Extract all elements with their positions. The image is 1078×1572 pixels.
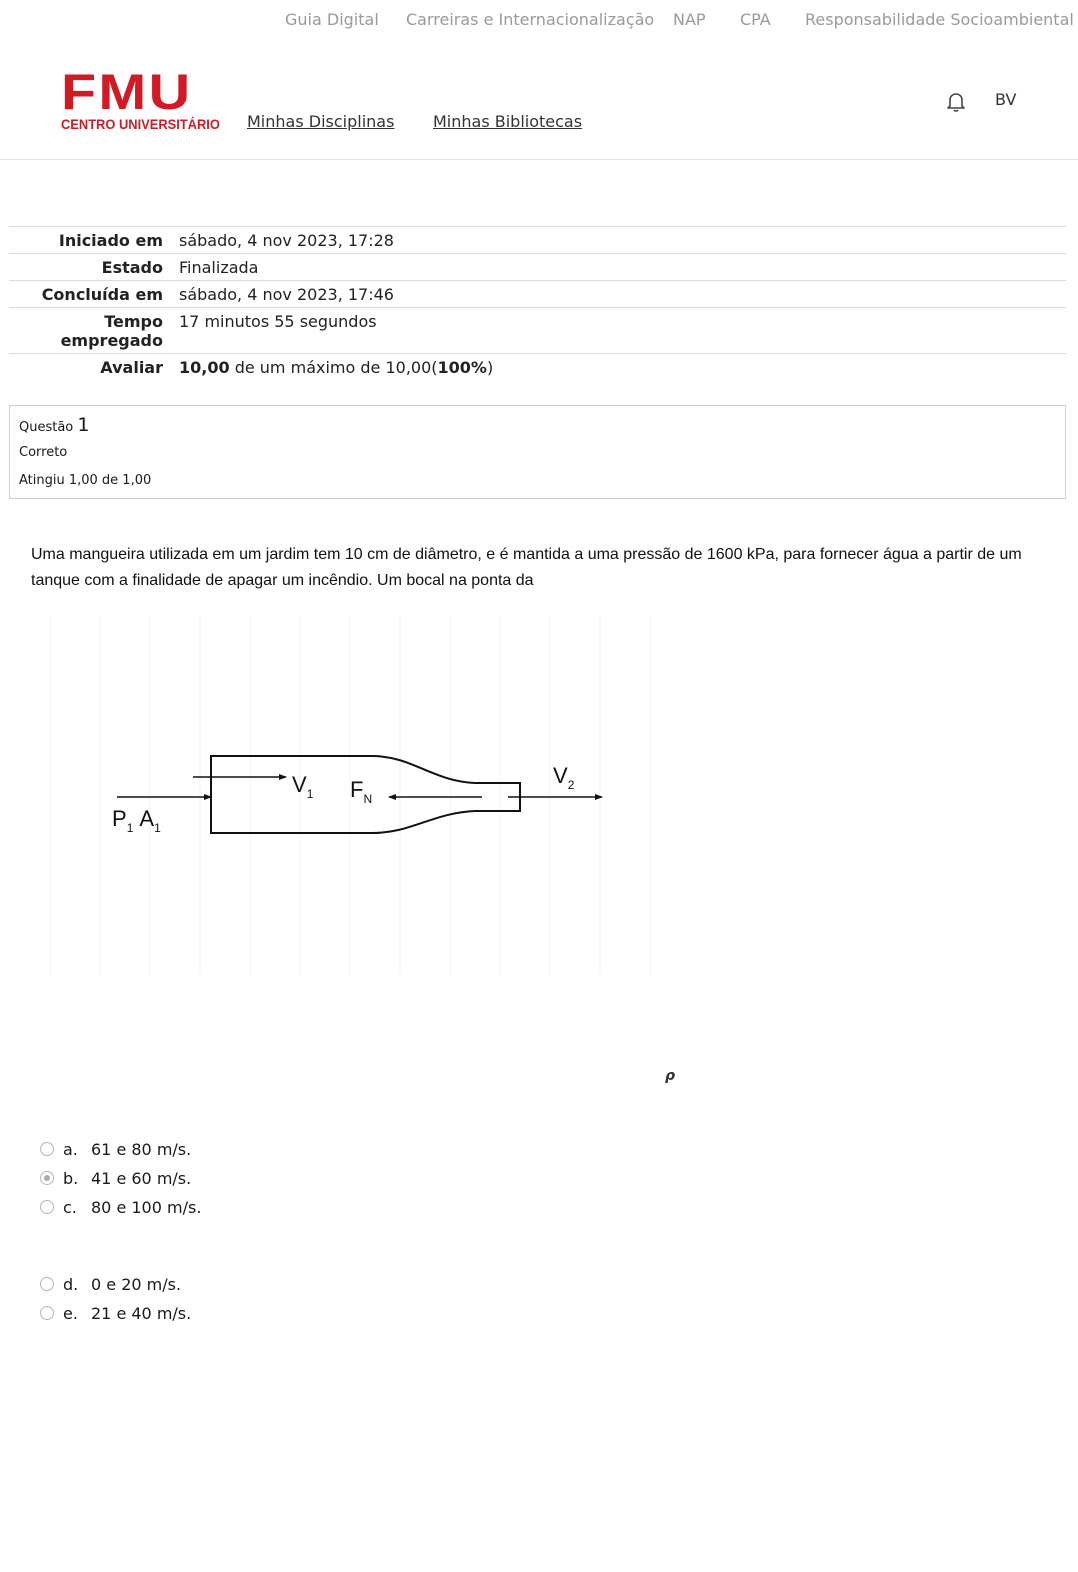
summary-row-completed	[9, 281, 1066, 308]
label-v2: $V_2$	[553, 763, 575, 792]
topnav-cpa[interactable]: CPA	[740, 10, 771, 29]
option-text: 80 e 100 m/s.	[91, 1198, 202, 1217]
started-label: Iniciado em	[9, 227, 171, 254]
summary-row-state	[9, 254, 1066, 281]
question-number: 1	[77, 414, 90, 436]
started-value: sábado, 4 nov 2023, 17:28	[171, 227, 1066, 254]
question-title-label: Questão	[19, 420, 74, 435]
answer-option-d[interactable]	[40, 1275, 181, 1294]
answer-option-c[interactable]	[40, 1198, 201, 1217]
completed-value: sábado, 4 nov 2023, 17:46	[171, 281, 1066, 308]
top-navigation	[0, 0, 1078, 40]
link-minhas-bibliotecas[interactable]: Minhas Bibliotecas	[433, 112, 583, 131]
question-state: Correto	[19, 445, 68, 460]
logo-subtitle: CENTRO UNIVERSITÁRIO	[61, 116, 220, 132]
option-letter: b.	[63, 1169, 79, 1188]
label-fn: $F_N$	[350, 777, 373, 806]
label-v1: $V_1$	[292, 772, 314, 801]
question-grade: Atingiu 1,00 de 1,00	[19, 473, 152, 488]
grade-middle: de um máximo de 10,00(	[234, 358, 438, 377]
summary-row-grade	[9, 354, 1066, 381]
fmu-logo[interactable]	[61, 64, 220, 132]
question-text: Uma mangueira utilizada em um jardim tem 10 cm de diâmetro, e é mantida a uma pressão de 1600 kPa, para fornecer água a partir de um tanque com a finalidade de apagar um incêndio. Um bocal na ponta da	[31, 546, 1022, 589]
option-letter: d.	[63, 1275, 79, 1294]
logo-text: FMU	[61, 64, 193, 120]
grade-score: 10,00	[179, 358, 230, 377]
completed-label: Concluída em	[9, 281, 171, 308]
label-p1-a1: $P_1$ $A_1$	[112, 806, 161, 835]
summary-row-started	[9, 227, 1066, 254]
radio-b[interactable]	[40, 1171, 54, 1185]
user-menu[interactable]: BV	[995, 90, 1017, 109]
radio-e[interactable]	[40, 1306, 54, 1320]
time-value: 17 minutos 55 segundos	[171, 308, 1066, 354]
bell-icon[interactable]	[944, 89, 968, 113]
option-letter: a.	[63, 1140, 78, 1159]
nozzle-diagram	[40, 615, 670, 975]
question-title	[19, 414, 90, 436]
option-text: 0 e 20 m/s.	[91, 1275, 182, 1294]
topnav-guia-digital[interactable]: Guia Digital	[285, 10, 379, 29]
topnav-nap[interactable]: NAP	[673, 10, 706, 29]
answer-option-e[interactable]	[40, 1304, 191, 1323]
answer-option-a[interactable]	[40, 1140, 191, 1159]
state-value: Finalizada	[171, 254, 1066, 281]
summary-row-time	[9, 308, 1066, 354]
grade-value	[171, 354, 1066, 381]
radio-a[interactable]	[40, 1142, 54, 1156]
option-letter: e.	[63, 1304, 78, 1323]
option-text: 61 e 80 m/s.	[91, 1140, 192, 1159]
grade-end: )	[486, 358, 494, 377]
grade-percent: 100%	[437, 358, 487, 377]
rho-symbol: ρ	[665, 1068, 676, 1084]
attempt-summary-table	[9, 226, 1066, 380]
time-label: Tempo empregado	[9, 308, 171, 354]
grade-label: Avaliar	[9, 354, 171, 381]
radio-d[interactable]	[40, 1277, 54, 1291]
radio-c[interactable]	[40, 1200, 54, 1214]
topnav-carreiras[interactable]: Carreiras e Internacionalização	[406, 10, 655, 29]
option-text: 21 e 40 m/s.	[91, 1304, 192, 1323]
site-header	[0, 40, 1078, 160]
question-info-box	[9, 405, 1066, 499]
option-letter: c.	[63, 1198, 77, 1217]
link-minhas-disciplinas[interactable]: Minhas Disciplinas	[247, 112, 395, 131]
option-text: 41 e 60 m/s.	[91, 1169, 192, 1188]
answer-option-b[interactable]	[40, 1169, 191, 1188]
topnav-responsabilidade[interactable]: Responsabilidade Socioambiental	[805, 10, 1074, 29]
state-label: Estado	[9, 254, 171, 281]
